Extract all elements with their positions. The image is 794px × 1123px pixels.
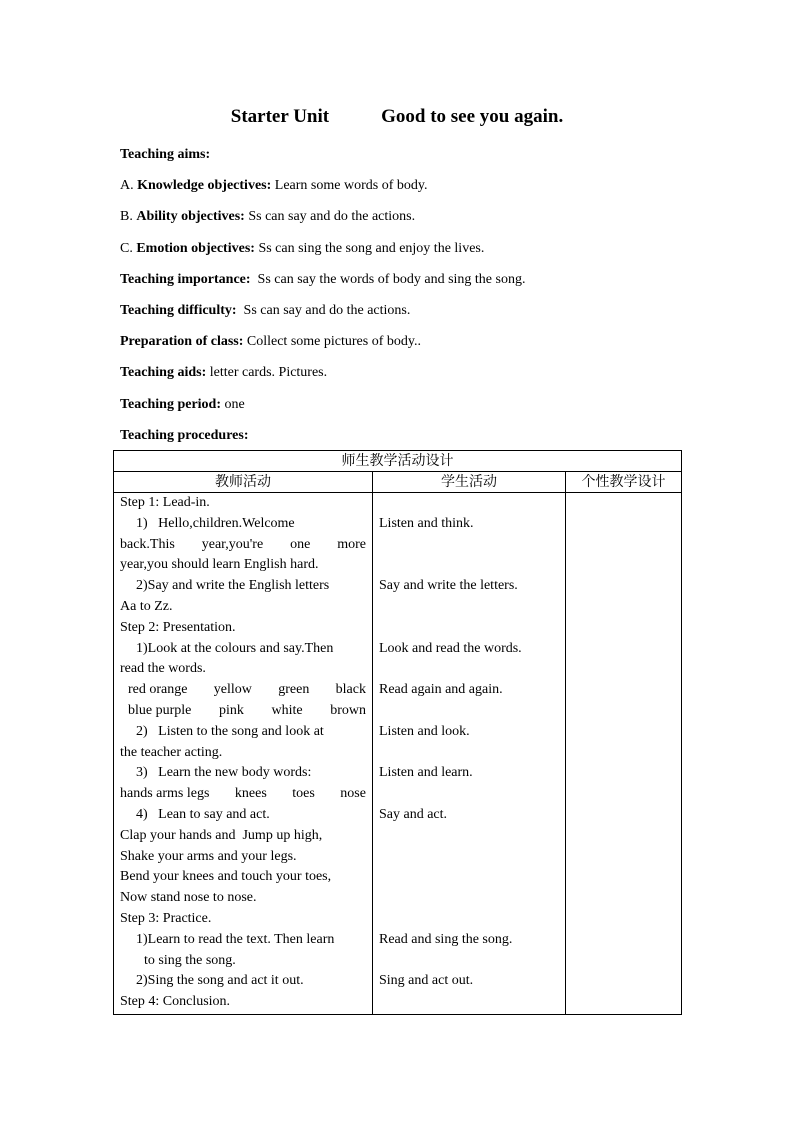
teacher-activities-cell: [114, 493, 373, 1015]
meta-ability-objectives: B. Ability objectives: Ss can say and do the actions.: [120, 209, 416, 224]
teacher-line: Clap your hands and Jump up high,: [120, 827, 323, 843]
meta-teaching-procedures: Teaching procedures:: [120, 428, 249, 443]
student-line: [379, 888, 559, 909]
student-line: Listen and look.: [379, 723, 470, 739]
teacher-line: blue purple pink white brown: [128, 702, 366, 718]
teacher-line: Step 1: Lead-in.: [120, 495, 210, 510]
student-line: Sing and act out.: [379, 973, 474, 989]
table-caption: 师生教学活动设计: [114, 451, 682, 472]
student-line: Listen and learn.: [379, 765, 473, 781]
student-line: [379, 555, 559, 576]
personal-design-cell: [566, 493, 682, 1015]
student-line: [379, 951, 559, 972]
teacher-line: 3) Learn the new body words:: [136, 765, 312, 781]
meta-teaching-difficulty: Teaching difficulty: Ss can say and do the actions.: [120, 303, 411, 318]
teacher-line: Bend your knees and touch your toes,: [120, 869, 332, 885]
unit-subtitle: Good to see you again.: [381, 106, 564, 127]
meta-teaching-aids: Teaching aids: letter cards. Pictures.: [120, 365, 328, 380]
teacher-line: Step 2: Presentation.: [120, 619, 236, 635]
meta-knowledge-objectives: A. Knowledge objectives: Learn some words of body.: [120, 178, 428, 193]
teacher-line: year,you should learn English hard.: [120, 557, 319, 573]
meta-teaching-importance: Teaching importance: Ss can say the words of body and sing the song.: [120, 272, 526, 287]
student-line: [379, 597, 559, 618]
student-line: [379, 867, 559, 888]
teacher-line: red orange yellow green black: [128, 682, 366, 698]
teacher-line: Step 3: Practice.: [120, 910, 212, 926]
teacher-line: 1)Learn to read the text. Then learn: [136, 931, 335, 947]
student-line: [379, 701, 559, 722]
teacher-line: hands arms legs knees toes nose: [120, 786, 366, 802]
teacher-line: back.This year,you're one more: [120, 536, 366, 552]
teacher-line: Step 4: Conclusion.: [120, 994, 231, 1010]
student-line: [379, 909, 559, 930]
meta-teaching-aims: Teaching aims:: [120, 147, 211, 162]
student-line: Listen and think.: [379, 515, 474, 531]
teacher-line: Shake your arms and your legs.: [120, 848, 297, 864]
student-line: [379, 784, 559, 805]
meta-teaching-period: Teaching period: one: [120, 397, 245, 412]
student-line: [379, 992, 559, 1013]
student-line: Say and act.: [379, 806, 448, 822]
teacher-line: to sing the song.: [144, 952, 236, 968]
teacher-line: 1) Hello,children.Welcome: [136, 515, 295, 531]
teacher-line: Now stand nose to nose.: [120, 890, 257, 906]
meta-preparation: Preparation of class: Collect some pictures of body..: [120, 334, 421, 349]
student-line: Say and write the letters.: [379, 578, 518, 594]
student-line: Read and sing the song.: [379, 931, 513, 947]
student-line: [379, 826, 559, 847]
unit-title: Starter Unit: [230, 106, 330, 127]
student-line: [379, 659, 559, 680]
teacher-line: 2)Sing the song and act it out.: [136, 973, 304, 989]
header-personal: 个性教学设计: [566, 472, 682, 493]
teacher-line: 1)Look at the colours and say.Then: [136, 640, 334, 656]
student-line: [379, 493, 559, 514]
student-line: Look and read the words.: [379, 640, 522, 656]
student-line: [379, 847, 559, 868]
student-line: [379, 743, 559, 764]
activity-table: [113, 450, 682, 1015]
student-line: [379, 535, 559, 556]
document-title: [0, 106, 794, 128]
header-teacher: 教师活动: [114, 472, 373, 493]
teacher-line: read the words.: [120, 661, 206, 677]
student-line: [379, 618, 559, 639]
meta-emotion-objectives: C. Emotion objectives: Ss can sing the song and enjoy the lives.: [120, 241, 485, 256]
teacher-line: 2)Say and write the English letters: [136, 578, 330, 594]
teacher-line: 2) Listen to the song and look at: [136, 723, 324, 739]
header-student: 学生活动: [373, 472, 566, 493]
student-activities-cell: [373, 493, 566, 1015]
teacher-line: the teacher acting.: [120, 744, 223, 760]
teacher-line: Aa to Zz.: [120, 598, 173, 614]
student-line: Read again and again.: [379, 682, 503, 698]
teacher-line: 4) Lean to say and act.: [136, 806, 270, 822]
